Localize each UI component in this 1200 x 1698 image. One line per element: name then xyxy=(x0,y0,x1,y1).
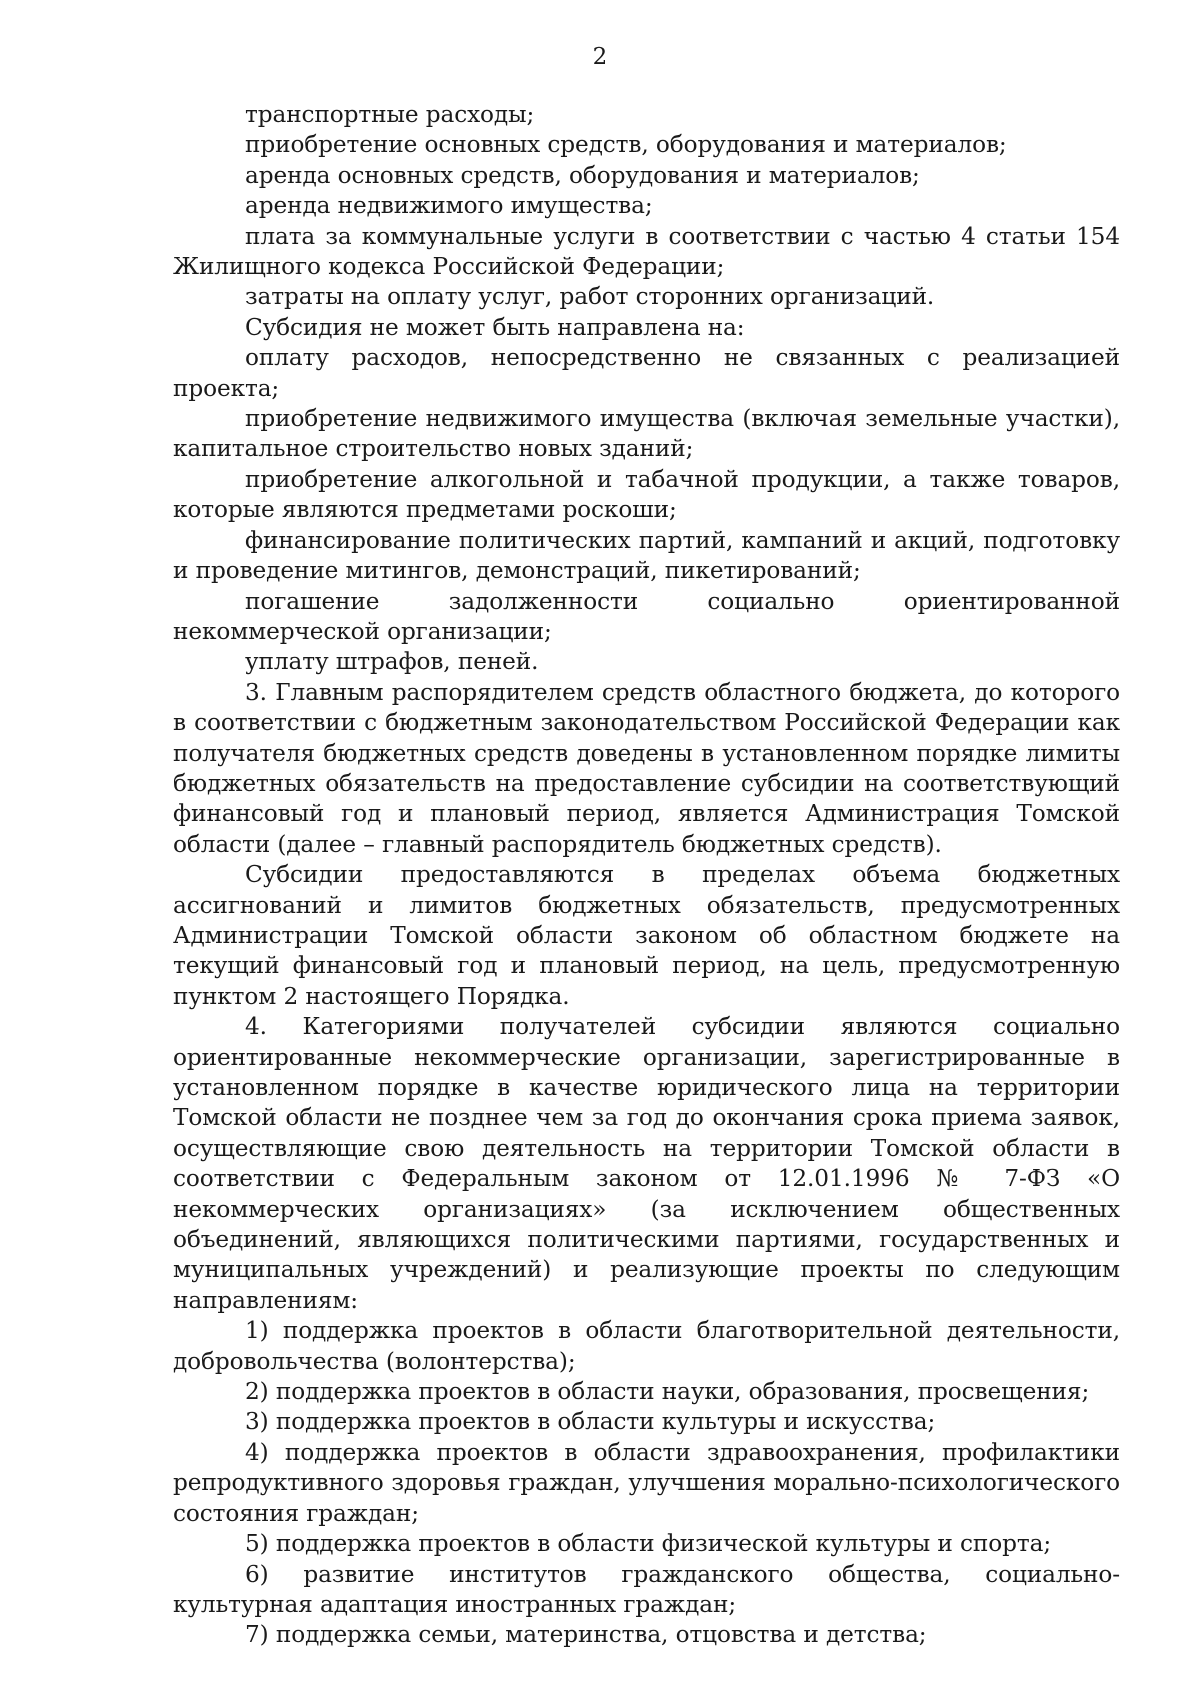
list-item-direction-4: 4) поддержка проектов в области здравоохранения, профилактики репродуктивного здоровья граждан, улучшения морально-психологического состояния граждан; xyxy=(173,1438,1120,1527)
document-body xyxy=(173,100,1120,1651)
paragraph-utilities-payment: плата за коммунальные услуги в соответствии с частью 4 статьи 154 Жилищного кодекса Российской Федерации; xyxy=(173,222,1120,281)
paragraph-subsidy-restrictions-intro: Субсидия не может быть направлена на: xyxy=(245,313,745,341)
paragraph-fixed-assets-purchase: приобретение основных средств, оборудования и материалов; xyxy=(245,131,1007,159)
paragraph-real-estate-acquisition: приобретение недвижимого имущества (включая земельные участки), капитальное строительство новых зданий; xyxy=(173,405,1120,463)
paragraph-alcohol-tobacco: приобретение алкогольной и табачной продукции, а также товаров, которые являются предметами роскоши; xyxy=(173,465,1120,524)
paragraph-subsidy-limits: Субсидии предоставляются в пределах объема бюджетных ассигнований и лимитов бюджетных обязательств, предусмотренных Администрации Томской области законом об областном бюджете на текущий финансовый год и плановый период, на цель, предусмотренную пунктом 2 настоящего Порядка. xyxy=(173,861,1120,1010)
paragraph-transport-costs: транспортные расходы; xyxy=(245,101,535,128)
list-item-direction-6: 6) развитие институтов гражданского общества, социально-культурная адаптация иностранных граждан; xyxy=(173,1560,1120,1618)
list-item-direction-1: 1) поддержка проектов в области благотворительной деятельности, добровольчества (волонтерства); xyxy=(173,1317,1120,1375)
paragraph-fixed-assets-rent: аренда основных средств, оборудования и материалов; xyxy=(245,161,920,189)
paragraph-section-3-budget-administrator: 3. Главным распорядителем средств областного бюджета, до которого в соответствии с бюджетным законодательством Российской Федерации как получателя бюджетных средств доведены в установленном порядке лимиты бюджетных обязательств на предоставление субсидии на соответствующий финансовый год и плановый период, является Администрация Томской области (далее – главный распорядитель бюджетных средств). xyxy=(173,678,1120,858)
list-item-direction-7: 7) поддержка семьи, материнства, отцовства и детства; xyxy=(245,1621,927,1649)
paragraph-political-financing: финансирование политических партий, кампаний и акций, подготовку и проведение митингов, демонстраций, пикетирований; xyxy=(173,526,1120,585)
page-number: 2 xyxy=(592,44,608,70)
paragraph-section-4-recipient-categories: 4. Категориями получателей субсидии являются социально ориентированные некоммерческие организации, зарегистрированные в установленном порядке в качестве юридического лица на территории Томской области не позднее чем за год до окончания срока приема заявок, осуществляющие свою деятельность на территории Томской области в соответствии с Федеральным законом от 12.01.1996 № 7-ФЗ «О некоммерческих организациях» (за исключением общественных объединений, являющихся политическими партиями, государственных и муниципальных учреждений) и реализующие проекты по следующим направлениям: xyxy=(173,1013,1120,1314)
paragraph-fines-penalties: уплату штрафов, пеней. xyxy=(245,648,539,676)
paragraph-debt-repayment: погашение задолженности социально ориентированной некоммерческой организации; xyxy=(173,587,1120,645)
list-item-direction-2: 2) поддержка проектов в области науки, образования, просвещения; xyxy=(245,1378,1090,1406)
list-item-direction-3: 3) поддержка проектов в области культуры и искусства; xyxy=(245,1408,936,1436)
paragraph-unrelated-expenses: оплату расходов, непосредственно не связанных с реализацией проекта; xyxy=(173,344,1120,402)
paragraph-third-party-services: затраты на оплату услуг, работ сторонних организаций. xyxy=(245,283,935,311)
paragraph-real-estate-rent: аренда недвижимого имущества; xyxy=(245,192,653,220)
list-item-direction-5: 5) поддержка проектов в области физической культуры и спорта; xyxy=(245,1530,1052,1558)
